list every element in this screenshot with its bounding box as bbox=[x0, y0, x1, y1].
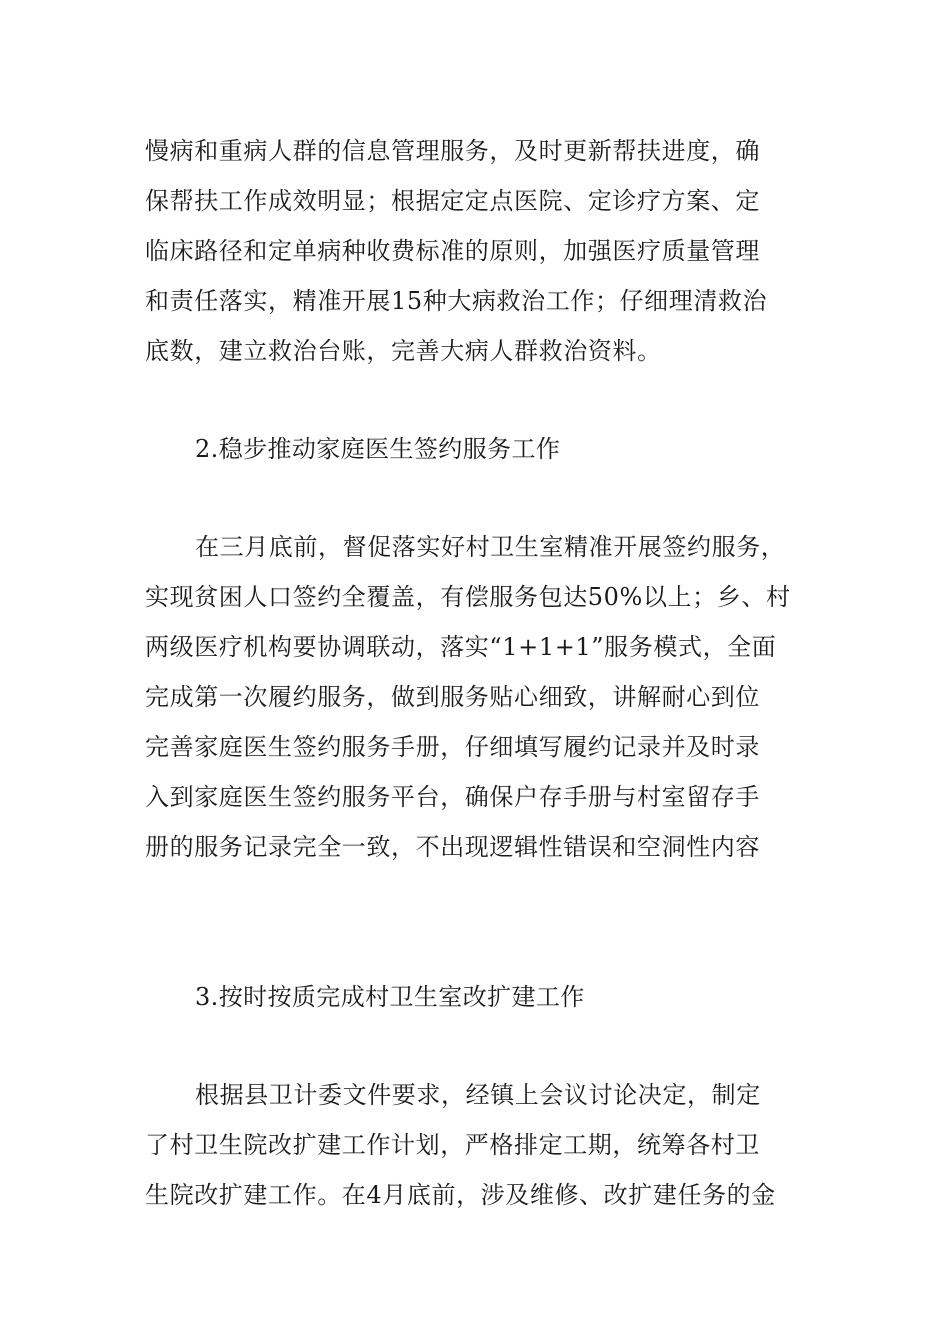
paragraph-1-line-2: 保帮扶工作成效明显；根据定定点医院、定诊疗方案、定 bbox=[145, 187, 760, 215]
paragraph-2-line-4: 完成第一次履约服务，做到服务贴心细致，讲解耐心到位 bbox=[145, 683, 760, 711]
section-heading-2: 2.稳步推动家庭医生签约服务工作 bbox=[195, 435, 561, 463]
paragraph-1-line-5: 底数，建立救治台账，完善大病人群救治资料。 bbox=[145, 337, 662, 365]
paragraph-1-line-4: 和责任落实，精准开展15种大病救治工作；仔细理清救治 bbox=[145, 287, 768, 315]
paragraph-3-line-1: 根据县卫计委文件要求，经镇上会议讨论决定，制定 bbox=[195, 1081, 761, 1109]
paragraph-2-line-3: 两级医疗机构要协调联动，落实“1+1+1”服务模式，全面 bbox=[145, 633, 777, 661]
paragraph-3-line-2: 了村卫生院改扩建工作计划，严格排定工期，统筹各村卫 bbox=[145, 1131, 760, 1159]
paragraph-2-line-5: 完善家庭医生签约服务手册，仔细填写履约记录并及时录 bbox=[145, 733, 760, 761]
paragraph-2-line-1: 在三月底前，督促落实好村卫生室精准开展签约服务， bbox=[195, 533, 786, 561]
paragraph-3-line-3: 生院改扩建工作。在4月底前，涉及维修、改扩建任务的金 bbox=[145, 1181, 776, 1209]
paragraph-2-line-2: 实现贫困人口签约全覆盖，有偿服务包达50%以上；乡、村 bbox=[145, 583, 791, 611]
paragraph-1-line-1: 慢病和重病人群的信息管理服务，及时更新帮扶进度，确 bbox=[145, 137, 760, 165]
section-heading-3: 3.按时按质完成村卫生室改扩建工作 bbox=[195, 983, 585, 1011]
paragraph-2-line-6: 入到家庭医生签约服务平台，确保户存手册与村室留存手 bbox=[145, 783, 760, 811]
paragraph-2-line-7: 册的服务记录完全一致，不出现逻辑性错误和空洞性内容 bbox=[145, 833, 760, 861]
paragraph-1-line-3: 临床路径和定单病种收费标准的原则，加强医疗质量管理 bbox=[145, 237, 760, 265]
